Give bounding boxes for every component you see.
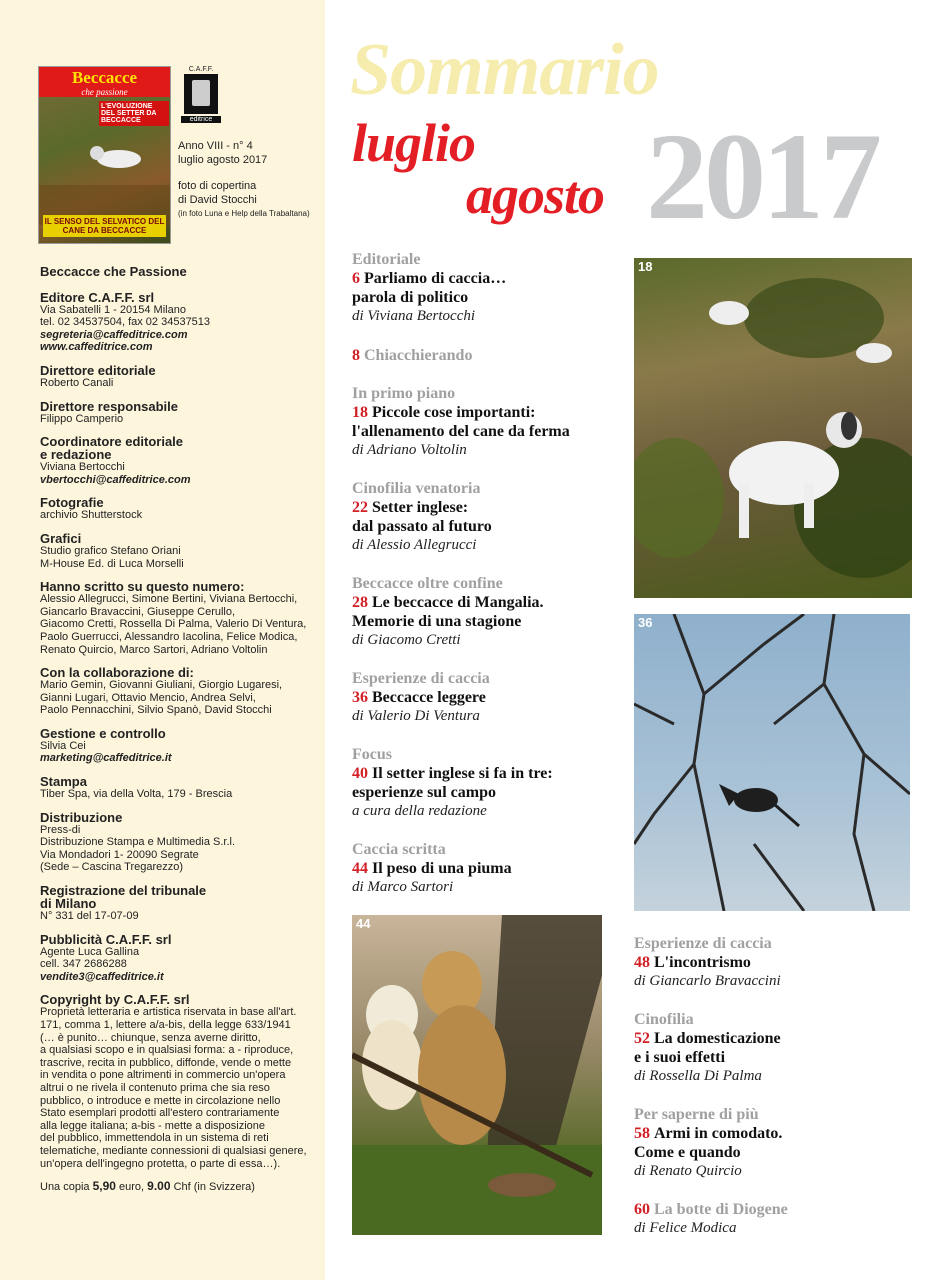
- masthead-block-heading: Copyright by C.A.F.F. srl: [40, 992, 190, 1008]
- toc-page-number: 48: [634, 954, 650, 971]
- masthead-block-line: cell. 347 2686288: [40, 958, 127, 971]
- photo-18: [634, 258, 912, 598]
- toc-title-line2: dal passato al futuro: [352, 518, 492, 535]
- toc-title-line2: Memorie di una stagione: [352, 613, 522, 630]
- issue-date: luglio agosto 2017: [178, 154, 268, 166]
- toc-title-line2: parola di politico: [352, 289, 469, 306]
- toc-title-line1: La botte di Diogene: [654, 1201, 788, 1218]
- masthead-block-line: altrui o ne rivela il contenuto prima che sia reso: [40, 1081, 270, 1094]
- toc-entry[interactable]: [352, 745, 553, 821]
- masthead-block-heading: Fotografie: [40, 495, 104, 511]
- masthead-block-heading: Direttore editoriale: [40, 362, 156, 378]
- masthead: [40, 266, 320, 1194]
- toc-title-line1: Setter inglese:: [372, 499, 469, 516]
- toc-entry[interactable]: [352, 574, 544, 650]
- setter-dog-illustration: [634, 258, 912, 598]
- masthead-block: [40, 993, 320, 1170]
- toc-entry[interactable]: [634, 1010, 781, 1086]
- toc-section: Focus: [352, 746, 392, 763]
- sommario-heading: Sommario: [350, 29, 659, 111]
- toc-title-line1: Il peso di una piuma: [372, 860, 512, 877]
- toc-title-line1: L'incontrismo: [654, 954, 751, 971]
- toc-author: di Rossella Di Palma: [634, 1068, 762, 1084]
- masthead-block: [40, 364, 320, 390]
- woodcock-silhouette-illustration: [634, 614, 910, 911]
- masthead-link[interactable]: segreteria@caffeditrice.com: [40, 328, 188, 341]
- cover-subheadline: L'EVOLUZIONE DEL SETTER DA BECCACCE: [99, 101, 169, 126]
- masthead-block-line: Mario Gemin, Giovanni Giuliani, Giorgio Lugaresi,: [40, 679, 283, 692]
- masthead-link[interactable]: www.caffeditrice.com: [40, 341, 153, 354]
- masthead-link[interactable]: vendite3@caffeditrice.it: [40, 970, 164, 983]
- toc-title: [352, 764, 553, 783]
- caff-logo-bottom: editrice: [181, 116, 221, 123]
- masthead-block-line: a qualsiasi scopo e in qualsiasi forma: a - riproduce,: [40, 1044, 294, 1057]
- toc-author: di Renato Quircio: [634, 1163, 742, 1179]
- masthead-block-heading: Pubblicità C.A.F.F. srl: [40, 931, 172, 947]
- masthead-block-line: Giacomo Cretti, Rossella Di Palma, Valerio Di Ventura,: [40, 618, 307, 631]
- toc-title-line1: Beccacce leggere: [372, 689, 486, 706]
- toc-author: di Felice Modica: [634, 1220, 737, 1236]
- masthead-block-line: Proprietà letteraria e artistica riservata in base all'art.: [40, 1006, 297, 1019]
- cover-masthead-title: Beccacce: [71, 68, 138, 87]
- toc-entry[interactable]: [634, 1105, 782, 1181]
- masthead-block: [40, 811, 320, 874]
- toc-page-number: 8: [352, 347, 360, 364]
- masthead-block-line: Viviana Bertocchi: [40, 461, 125, 474]
- toc-page-number: 44: [352, 860, 368, 877]
- month-luglio: luglio: [352, 113, 476, 173]
- masthead-block-line: Tiber Spa, via della Volta, 179 - Brescia: [40, 788, 233, 801]
- toc-page-number: 60: [634, 1201, 650, 1218]
- toc-title: [352, 269, 506, 288]
- toc-title: [352, 346, 472, 365]
- masthead-block-line: M-House Ed. di Luca Morselli: [40, 557, 184, 570]
- toc-page-number: 6: [352, 270, 360, 287]
- toc-author: di Giancarlo Bravaccini: [634, 973, 781, 989]
- masthead-block-line: Silvia Cei: [40, 739, 86, 752]
- masthead-block-heading: Editore C.A.F.F. srl: [40, 289, 155, 305]
- masthead-title: Beccacce che Passione: [40, 264, 187, 279]
- masthead-block-line: Via Sabatelli 1 - 20154 Milano: [40, 303, 186, 316]
- price-chf-unit: Chf (in Svizzera): [173, 1181, 255, 1194]
- masthead-block-line: in vendita o pone altrimenti in commercio un'opera: [40, 1069, 286, 1082]
- masthead-link[interactable]: marketing@caffeditrice.it: [40, 752, 172, 765]
- cover-photo-credit: di David Stocchi: [178, 194, 257, 206]
- toc-author: a cura della redazione: [352, 803, 487, 819]
- masthead-block-line: Giancarlo Bravaccini, Giuseppe Cerullo,: [40, 605, 236, 618]
- photo-44-number: 44: [356, 916, 371, 931]
- toc-author: di Adriano Voltolin: [352, 442, 467, 458]
- year: 2017: [646, 108, 878, 245]
- masthead-block-line: Roberto Canali: [40, 376, 114, 389]
- masthead-block: [40, 775, 320, 801]
- masthead-block-line: alla legge italiana; a-bis - mette a disposizione: [40, 1119, 266, 1132]
- masthead-block-line: Renato Quircio, Marco Sartori, Adriano Voltolin: [40, 643, 268, 656]
- masthead-block-line: tel. 02 34537504, fax 02 34537513: [40, 316, 211, 329]
- masthead-block-line: Gianni Lugari, Ottavio Mencio, Andrea Selvi,: [40, 691, 256, 704]
- masthead-block-line: Paolo Pennacchini, Silvio Spanò, David Stocchi: [40, 704, 272, 717]
- masthead-block-line: Distribuzione Stampa e Multimedia S.r.l.: [40, 836, 236, 849]
- toc-page-number: 28: [352, 594, 368, 611]
- toc-author: di Alessio Allegrucci: [352, 537, 477, 553]
- photo-44: [352, 915, 602, 1235]
- toc-author: di Giacomo Cretti: [352, 632, 461, 648]
- toc-title: [634, 1029, 781, 1048]
- masthead-block-heading: Grafici: [40, 530, 82, 546]
- toc-page-number: 36: [352, 689, 368, 706]
- toc-entry[interactable]: [634, 934, 781, 991]
- toc-entry[interactable]: [352, 840, 512, 897]
- toc-entry[interactable]: [352, 669, 490, 726]
- masthead-block-line: telematiche, mediante connessioni di qualsiasi genere,: [40, 1144, 307, 1157]
- caff-logo: [178, 66, 224, 130]
- price-chf: 9.00: [147, 1179, 171, 1194]
- masthead-block-line: del pubblico, immettendola in un sistema di reti: [40, 1132, 269, 1145]
- photo-36: [634, 614, 910, 911]
- toc-title-line1: Chiacchierando: [364, 347, 473, 364]
- issue-info: [178, 139, 310, 221]
- masthead-block-line: Press-di: [40, 823, 81, 836]
- toc-title-line2: Come e quando: [634, 1144, 741, 1161]
- month-agosto: agosto: [466, 165, 605, 225]
- caff-logo-mark: [184, 74, 218, 114]
- masthead-block: [40, 580, 320, 656]
- toc-author: di Valerio Di Ventura: [352, 708, 480, 724]
- masthead-block: [40, 291, 320, 354]
- masthead-block: [40, 727, 320, 765]
- masthead-block-line: trascrive, recita in pubblico, diffonde, vende o mette: [40, 1056, 292, 1069]
- toc-section: Cinofilia venatoria: [352, 480, 481, 497]
- masthead-block-line: 171, comma 1, lettere a/a-bis, della legge 633/1941: [40, 1019, 291, 1031]
- toc-author: di Marco Sartori: [352, 879, 454, 895]
- masthead-block: [40, 884, 320, 923]
- masthead-block-heading: Coordinatore editoriale e redazione: [40, 434, 184, 463]
- masthead-block-heading: Direttore responsabile: [40, 398, 178, 414]
- toc-title-line1: Parliamo di caccia…: [364, 270, 507, 287]
- toc-section: Esperienze di caccia: [352, 670, 490, 687]
- toc-section: Cinofilia: [634, 1011, 694, 1028]
- magazine-cover-image: [38, 66, 171, 244]
- toc-title: [634, 1124, 782, 1143]
- toc-title: [634, 953, 781, 972]
- toc-title-line1: Il setter inglese si fa in tre:: [372, 765, 553, 782]
- issue-number: Anno VIII - n° 4: [178, 140, 253, 152]
- toc-entry[interactable]: [352, 346, 472, 365]
- cover-headline: IL SENSO DEL SELVATICO DEL CANE DA BECCACCE: [44, 217, 165, 235]
- masthead-block-line: Studio grafico Stefano Oriani: [40, 544, 181, 557]
- toc-entry[interactable]: [352, 384, 570, 460]
- toc-entry[interactable]: [634, 1200, 788, 1238]
- masthead-block-line: N° 331 del 17-07-09: [40, 910, 139, 923]
- toc-title-line2: e i suoi effetti: [634, 1049, 726, 1066]
- toc-page-number: 52: [634, 1030, 650, 1047]
- toc-title-line1: La domesticazione: [654, 1030, 781, 1047]
- masthead-block-heading: Hanno scritto su questo numero:: [40, 579, 245, 595]
- toc-title: [352, 859, 512, 878]
- price-line: [40, 1180, 320, 1194]
- masthead-block: [40, 666, 320, 717]
- caff-logo-top: C.A.F.F.: [188, 66, 214, 73]
- price-eur-unit: euro,: [119, 1181, 145, 1194]
- masthead-block-line: (… è punito… chiunque, senza averne diritto,: [40, 1031, 261, 1044]
- toc-title: [352, 593, 544, 612]
- toc-page-number: 58: [634, 1125, 650, 1142]
- toc-title: [352, 688, 490, 707]
- masthead-block-line: (Sede – Cascina Tregarezzo): [40, 861, 184, 874]
- masthead-block-heading: Registrazione del tribunale di Milano: [40, 883, 207, 912]
- toc-title-line2: l'allenamento del cane da ferma: [352, 423, 570, 440]
- toc-title-line1: Le beccacce di Mangalia.: [372, 594, 544, 611]
- toc-section: Editoriale: [352, 251, 421, 268]
- masthead-block-line: pubblico, o introduce e mette in circolazione nello: [40, 1094, 281, 1107]
- photo-18-number: 18: [638, 259, 653, 274]
- masthead-block-line: Alessio Allegrucci, Simone Bertini, Viviana Bertocchi,: [40, 593, 298, 606]
- masthead-block: [40, 933, 320, 984]
- cover-masthead-sub: che passione: [81, 87, 128, 97]
- masthead-block: [40, 435, 320, 486]
- masthead-block-line: Filippo Camperio: [40, 412, 124, 425]
- masthead-block-line: un'opera dell'ingegno protetta, o parte di essa…).: [40, 1157, 281, 1170]
- toc-section: Caccia scritta: [352, 841, 446, 858]
- masthead-block-line: Stato esemplari prodotti all'estero contrariamente: [40, 1107, 280, 1120]
- toc-title: [634, 1200, 788, 1219]
- masthead-block: [40, 532, 320, 570]
- toc-title: [352, 498, 492, 517]
- masthead-block-line: Agente Luca Gallina: [40, 945, 140, 958]
- masthead-block-heading: Distribuzione: [40, 809, 123, 825]
- cover-photo-note: (in foto Luna e Help della Trabaltana): [178, 209, 310, 218]
- masthead-block-heading: Stampa: [40, 774, 87, 790]
- toc-author: di Viviana Bertocchi: [352, 308, 476, 324]
- toc-title-line1: Piccole cose importanti:: [372, 404, 536, 421]
- toc-title: [352, 403, 570, 422]
- masthead-block-heading: Gestione e controllo: [40, 725, 166, 741]
- masthead-block-line: Via Mondadori 1- 20090 Segrate: [40, 848, 199, 861]
- masthead-block-heading: Con la collaborazione di:: [40, 665, 194, 681]
- cover-photo-label: foto di copertina: [178, 180, 257, 192]
- price-eur: 5,90: [92, 1179, 116, 1194]
- toc-title-line1: Armi in comodato.: [654, 1125, 783, 1142]
- masthead-link[interactable]: vbertocchi@caffeditrice.com: [40, 473, 191, 486]
- toc-page-number: 40: [352, 765, 368, 782]
- masthead-block: [40, 400, 320, 426]
- masthead-block-line: Paolo Guerrucci, Alessandro Iacolina, Felice Modica,: [40, 630, 298, 643]
- toc-page-number: 18: [352, 404, 368, 421]
- dogs-with-woodcock-illustration: [352, 915, 602, 1235]
- masthead-block: [40, 496, 320, 522]
- toc-entry[interactable]: [352, 479, 492, 555]
- photo-36-number: 36: [638, 615, 653, 630]
- toc-section: Beccacce oltre confine: [352, 575, 503, 592]
- toc-page-number: 22: [352, 499, 368, 516]
- toc-section: In primo piano: [352, 385, 456, 402]
- toc-title-line2: esperienze sul campo: [352, 784, 496, 801]
- toc-section: Per saperne di più: [634, 1106, 759, 1123]
- sidebar: [0, 0, 325, 1280]
- price-label: Una copia: [40, 1181, 90, 1194]
- toc-section: Esperienze di caccia: [634, 935, 772, 952]
- masthead-block-line: archivio Shutterstock: [40, 509, 143, 522]
- toc-entry[interactable]: [352, 250, 506, 326]
